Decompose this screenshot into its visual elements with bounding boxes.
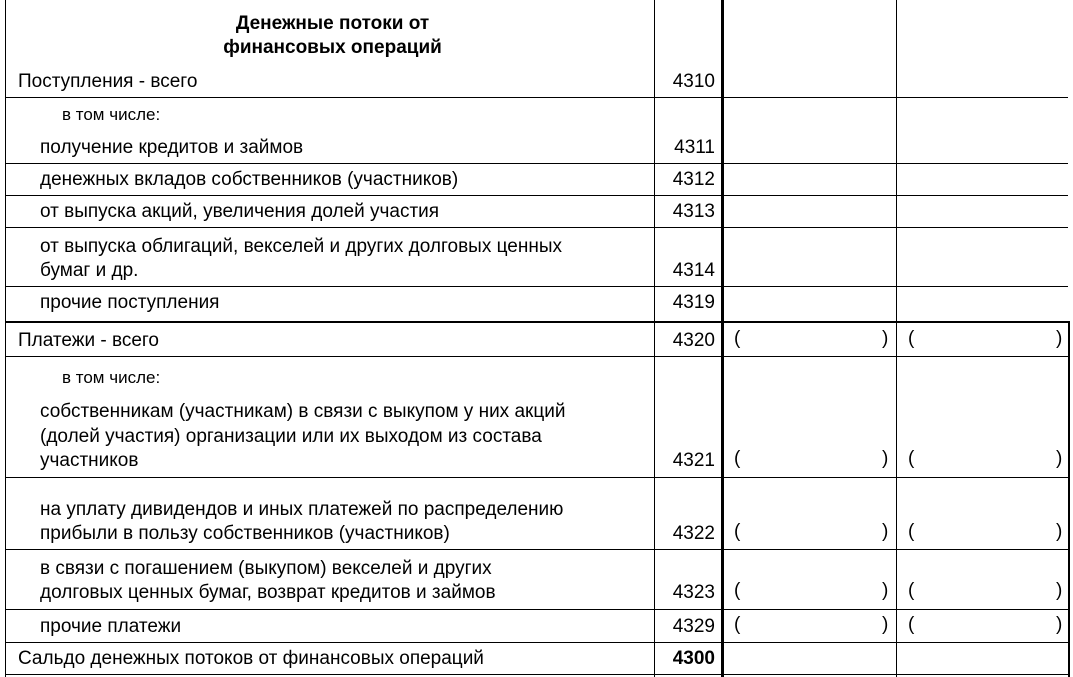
paren-close: ) [882, 328, 889, 349]
paren-open: ( [908, 328, 915, 349]
row-line [5, 674, 1070, 675]
row-line [5, 609, 1070, 610]
paren-close: ) [882, 448, 889, 469]
row-label: Платежи - всего [18, 330, 159, 351]
row-code: 4322 [672, 523, 715, 544]
row-line [5, 227, 1068, 228]
paren-close: ) [882, 614, 889, 635]
paren-close: ) [1056, 521, 1063, 542]
paren-close: ) [1056, 614, 1063, 635]
row-code: 4319 [672, 292, 715, 313]
row-label: прочие поступления [40, 292, 220, 313]
row-line [5, 286, 1068, 287]
row-label: на уплату дивидендов и иных платежей по распределению [40, 499, 564, 520]
row-code: 4311 [674, 137, 715, 158]
paren-close: ) [882, 580, 889, 601]
row-label: от выпуска облигаций, векселей и других долговых ценных [40, 236, 562, 257]
row-code: 4312 [672, 169, 715, 190]
section-heading [150, 12, 515, 60]
row-label: участников [40, 450, 139, 471]
paren-open: ( [908, 521, 915, 542]
paren-close: ) [1056, 328, 1063, 349]
row-label: Поступления - всего [18, 71, 198, 92]
border-left [5, 0, 6, 677]
paren-open: ( [908, 614, 915, 635]
paren-open: ( [734, 614, 741, 635]
row-line [5, 195, 1068, 196]
row-label: денежных вкладов собственников (участников) [40, 169, 459, 190]
row-code: 4320 [672, 330, 715, 351]
row-label: получение кредитов и займов [40, 137, 304, 158]
paren-open: ( [908, 448, 915, 469]
row-line [5, 549, 1070, 550]
section-heading-line1: Денежные потоки от [235, 13, 430, 34]
row-label: в том числе: [62, 368, 161, 387]
paren-close: ) [882, 521, 889, 542]
row-line [5, 642, 1070, 643]
row-line [5, 321, 1070, 323]
paren-open: ( [734, 328, 741, 349]
row-label: бумаг и др. [40, 260, 139, 281]
row-label: прочие платежи [40, 616, 182, 637]
row-label: Сальдо денежных потоков от финансовых операций [18, 648, 484, 669]
row-code: 4329 [672, 616, 715, 637]
row-line [5, 97, 1068, 98]
row-code: 4323 [672, 582, 715, 603]
row-code: 4314 [672, 260, 715, 281]
row-label: прибыли в пользу собственников (участников) [40, 523, 450, 544]
row-line [5, 163, 1068, 164]
row-line [5, 477, 1070, 478]
paren-open: ( [908, 580, 915, 601]
row-line [5, 356, 1070, 357]
row-label: собственникам (участникам) в связи с выкупом у них акций [40, 401, 566, 422]
row-code: 4300 [672, 648, 715, 669]
border-code-col1 [721, 0, 724, 677]
border-right [1068, 322, 1070, 677]
row-label: в том числе: [62, 105, 161, 124]
paren-close: ) [1056, 580, 1063, 601]
row-code: 4321 [672, 450, 715, 471]
paren-open: ( [734, 448, 741, 469]
row-code: 4310 [672, 71, 715, 92]
row-code: 4313 [672, 201, 715, 222]
section-heading-line2: финансовых операций [223, 37, 442, 58]
paren-close: ) [1056, 448, 1063, 469]
row-label: в связи с погашением (выкупом) векселей и других [40, 558, 492, 579]
paren-open: ( [734, 521, 741, 542]
row-label: долговых ценных бумаг, возврат кредитов и займов [40, 582, 496, 603]
paren-open: ( [734, 580, 741, 601]
row-label: от выпуска акций, увеличения долей участия [40, 201, 440, 222]
border-col1-col2 [896, 0, 897, 677]
row-label: (долей участия) организации или их выходом из состава [40, 426, 542, 447]
